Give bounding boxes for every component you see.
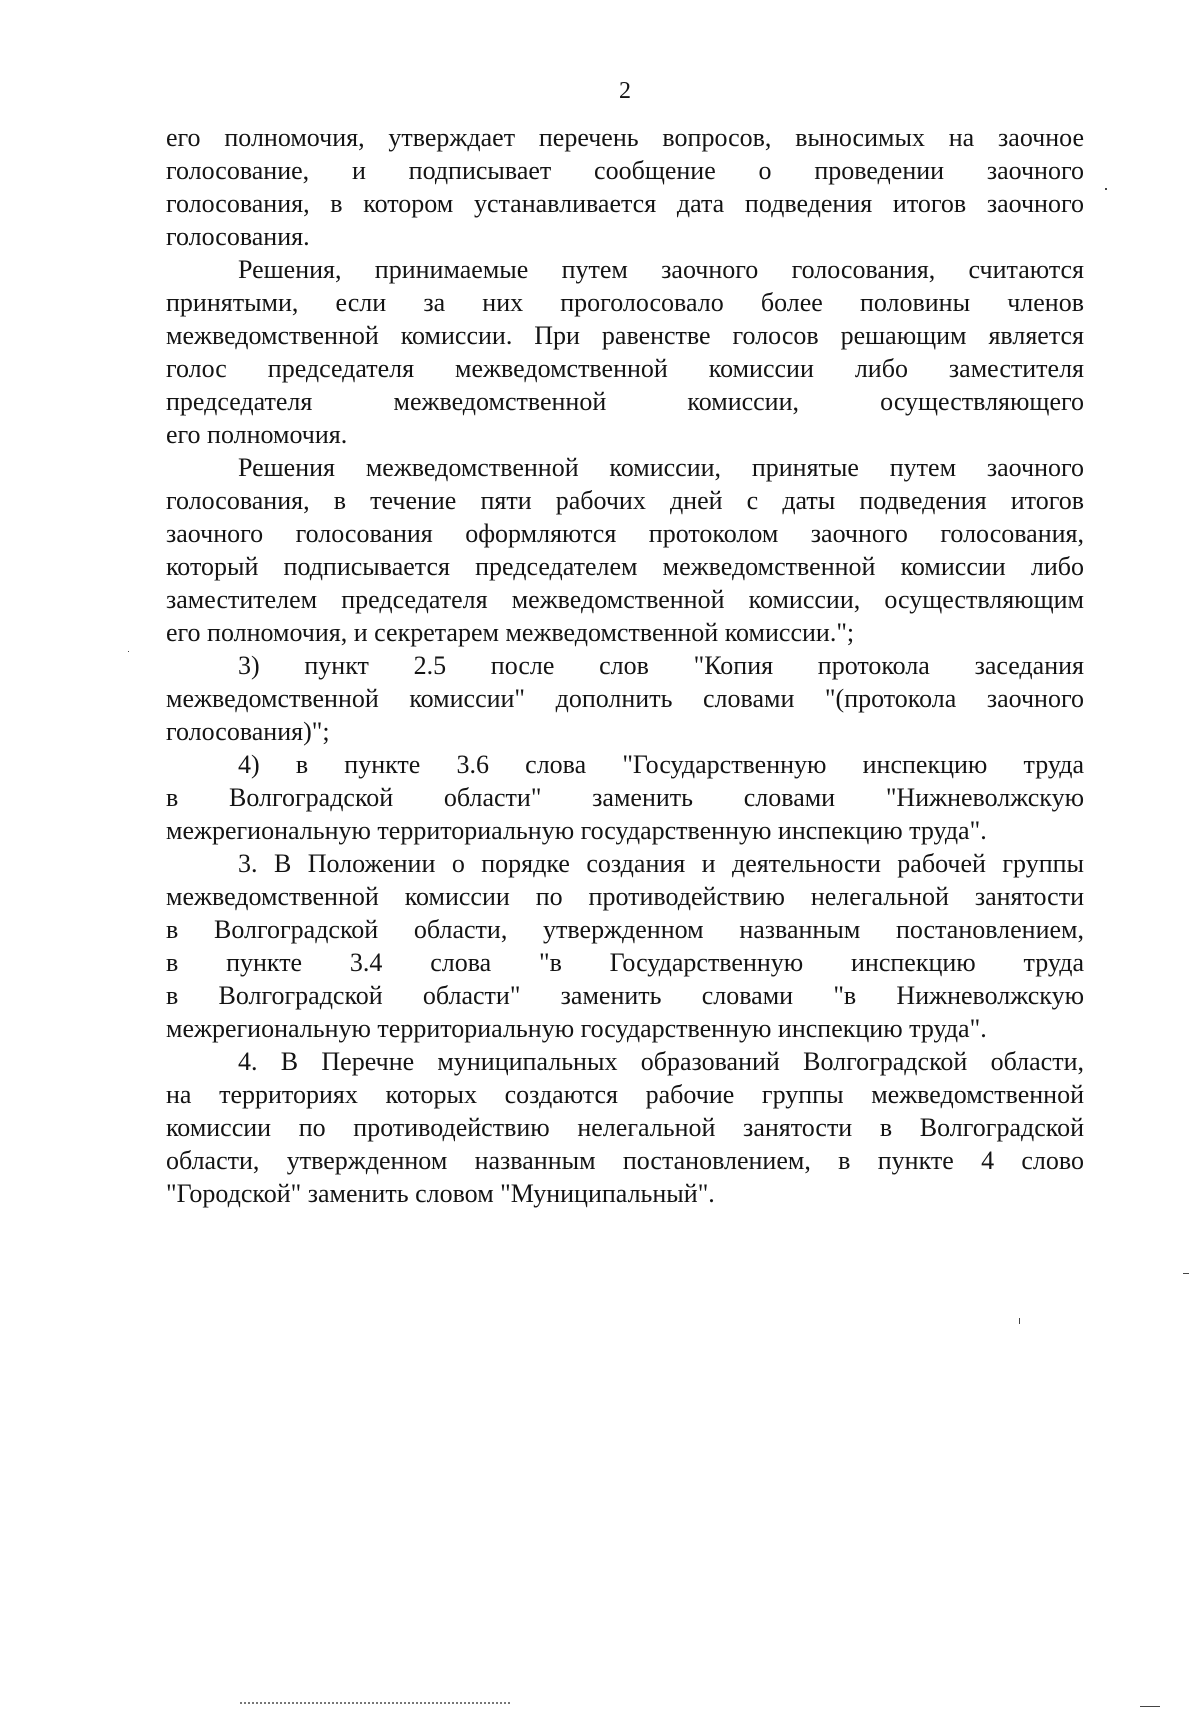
text-line: его полномочия, и секретарем межведомственной комиссии."; (166, 618, 855, 647)
text-line: принятыми, если за них проголосовало более половины членов (166, 288, 1084, 317)
text-line: голосования. (166, 222, 310, 251)
text-line: его полномочия, утверждает перечень вопросов, выносимых на заочное (166, 123, 1084, 152)
text-line: который подписывается председателем межведомственной комиссии либо (166, 552, 1084, 581)
paragraph-2 (166, 253, 1084, 418)
text-line: области, утвержденном названным постановлением, в пункте 4 слово (166, 1146, 1084, 1175)
text-line: в Волгоградской области" заменить словами "Нижневолжскую (166, 783, 1084, 812)
text-line: в Волгоградской области" заменить словами "в Нижневолжскую (166, 981, 1084, 1010)
paragraph-5 (166, 748, 1084, 814)
text-line: Решения межведомственной комиссии, принятые путем заочного (238, 453, 1084, 482)
text-line: "Городской" заменить словом "Муниципальный". (166, 1179, 715, 1208)
text-line: его полномочия. (166, 420, 348, 449)
text-line: 4) в пункте 3.6 слова "Государственную инспекцию труда (238, 750, 1084, 779)
scan-artifact (128, 651, 129, 652)
paragraph-3 (166, 451, 1084, 616)
text-line: межрегиональную территориальную государственную инспекцию труда". (166, 1014, 987, 1043)
paragraph-7 (166, 1045, 1084, 1177)
paragraph-3-end (166, 616, 1084, 649)
text-line: 4. В Перечне муниципальных образований Волгоградской области, (238, 1047, 1084, 1076)
text-line: в пункте 3.4 слова "в Государственную инспекцию труда (166, 948, 1084, 977)
text-line: комиссии по противодействию нелегальной занятости в Волгоградской (166, 1113, 1084, 1142)
text-line: в Волгоградской области, утвержденном названным постановлением, (166, 915, 1084, 944)
paragraph-6-end (166, 1012, 1084, 1045)
paragraph-4-end (166, 715, 1084, 748)
scan-artifact (240, 1702, 510, 1704)
text-line: голосования)"; (166, 717, 330, 746)
scan-artifact (1105, 188, 1107, 190)
text-line: заместителем председателя межведомственной комиссии, осуществляющим (166, 585, 1084, 614)
text-line: 3. В Положении о порядке создания и деятельности рабочей группы (238, 849, 1084, 878)
paragraph-4 (166, 649, 1084, 715)
paragraph-5-end (166, 814, 1084, 847)
text-line: межведомственной комиссии" дополнить словами "(протокола заочного (166, 684, 1084, 713)
text-line: межведомственной комиссии. При равенстве голосов решающим является (166, 321, 1084, 350)
scan-artifact (1140, 1706, 1160, 1707)
text-line: голосования, в течение пяти рабочих дней с даты подведения итогов (166, 486, 1084, 515)
scan-artifact (1019, 1318, 1020, 1324)
paragraph-7-end (166, 1177, 1084, 1210)
paragraph-2-end (166, 418, 1084, 451)
text-line: 3) пункт 2.5 после слов "Копия протокола заседания (238, 651, 1084, 680)
page-number: 2 (619, 78, 631, 104)
text-line: заочного голосования оформляются протоколом заочного голосования, (166, 519, 1084, 548)
text-line: межрегиональную территориальную государственную инспекцию труда". (166, 816, 987, 845)
text-line: голос председателя межведомственной комиссии либо заместителя (166, 354, 1084, 383)
scan-artifact (1183, 1273, 1189, 1274)
text-line: на территориях которых создаются рабочие группы межведомственной (166, 1080, 1084, 1109)
paragraph-1-end (166, 220, 1084, 253)
text-line: голосования, в котором устанавливается дата подведения итогов заочного (166, 189, 1084, 218)
paragraph-1 (166, 121, 1084, 220)
paragraph-6 (166, 847, 1084, 1012)
text-line: Решения, принимаемые путем заочного голосования, считаются (238, 255, 1084, 284)
text-line: межведомственной комиссии по противодействию нелегальной занятости (166, 882, 1084, 911)
text-line: председателя межведомственной комиссии, осуществляющего (166, 387, 1084, 416)
text-line: голосование, и подписывает сообщение о проведении заочного (166, 156, 1084, 185)
document-body (166, 121, 1084, 1210)
